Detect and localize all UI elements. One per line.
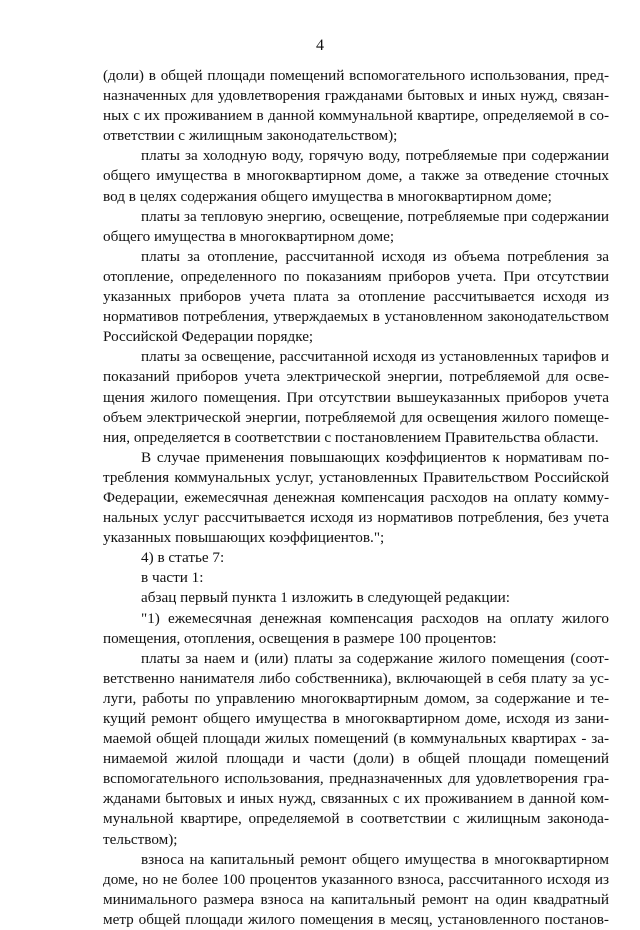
paragraph-9: абзац первый пункта 1 изложить в следующей редакции: — [141, 589, 511, 607]
page-number: 4 — [316, 37, 324, 54]
document-body — [103, 66, 609, 930]
paragraph-10: "1) ежемесячная денежная компенсация расходов на оплату жилого помещения, отопления, освещения в размере 100 процентов: — [103, 609, 609, 647]
paragraph-4: платы за отопление, рассчитанной исходя из объема потребления за отопление, определенного по показаниям приборов учета. При отсутствии указанных приборов учета плата за отопление рассчитывается исходя из нормативов потребления, утверждаемых в установленном законодательством Российской Федерации порядке; — [103, 247, 609, 346]
paragraph-2: платы за холодную воду, горячую воду, потребляемые при содержании общего имущества в многоквартирном доме, а также за отведение сточных вод в целях содержания общего имущества в многоквартирном доме; — [103, 147, 609, 205]
paragraph-3: платы за тепловую энергию, освещение, потребляемые при содержании общего имущества в многоквартирном доме; — [103, 207, 609, 245]
paragraph-11: платы за наем и (или) платы за содержание жилого помещения (соответственно нанимателя либо собственника), включающей в себя плату за услуги, работы по управлению многоквартирным домом, за содержание и текущий ремонт общего имущества в многоквартирном доме, исходя из занимаемой общей площади жилых помещений (в коммунальных квартирах - занимаемой жилой площади и части (доли) в общей площади помещений вспомогательного использования, предназначенных для удовлетворения гражданами бытовых и иных нужд, связанных с их проживанием в данной коммунальной квартире, определяемой в соответствии с жилищным законодательством); — [103, 649, 609, 848]
paragraph-1: (доли) в общей площади помещений вспомогательного использования, предназначенных для удовлетворения гражданами бытовых и иных нужд, связанных с их проживанием в данной коммунальной квартире, определяемой в соответствии с жилищным законодательством); — [103, 67, 609, 145]
paragraph-5: платы за освещение, рассчитанной исходя из установленных тарифов и показаний приборов учета электрической энергии, потребляемой для освещения жилого помещения. При отсутствии вышеуказанных приборов учета объем электрической энергии, потребляемой для освещения жилого помещения, определяется в соответствии с постановлением Правительства области. — [103, 348, 609, 446]
paragraph-7: 4) в статье 7: — [141, 549, 225, 567]
paragraph-6: В случае применения повышающих коэффициентов к нормативам потребления коммунальных услуг, установленных Правительством Российской Федерации, ежемесячная денежная компенсация расходов на оплату коммунальных услуг рассчитывается исходя из нормативов потребления, без учета указанных повышающих коэффициентов."; — [103, 448, 609, 547]
paragraph-8: в части 1: — [141, 569, 204, 587]
paragraph-12: взноса на капитальный ремонт общего имущества в многоквартирном доме, но не более 100 процентов указанного взноса, рассчитанного исходя из минимального размера взноса на капитальный ремонт на один квадратный метр общей площади жилого помещения в месяц, установленного постанов- — [103, 850, 609, 928]
